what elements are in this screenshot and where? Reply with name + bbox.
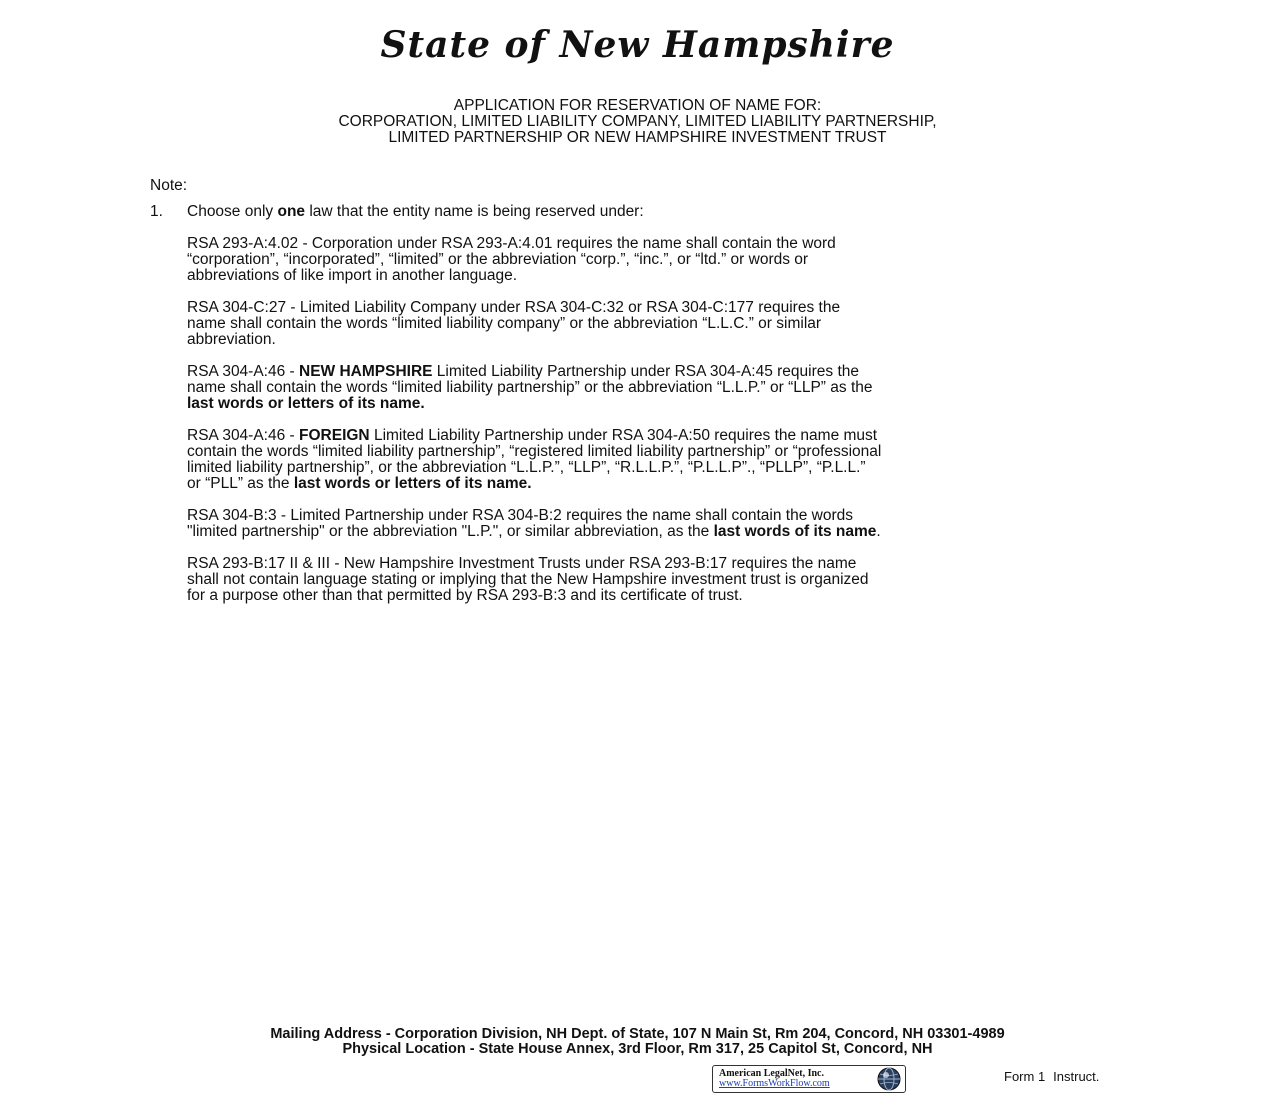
line-text: RSA 304-A:46 - [187,363,300,380]
heading-line: LIMITED PARTNERSHIP OR NEW HAMPSHIRE INVESTMENT TRUST [388,129,887,146]
item-number: 1. [150,203,163,220]
paragraph-line [187,364,873,380]
paragraph-line: limited liability partnership”, or the abbreviation “L.L.P.”, “LLP”, “R.L.L.P.”, “P.L.L.P”., “PLLP”, “P.L.L.” [187,459,866,476]
state-title: State of New Hampshire [380,24,895,66]
line-text: Limited Liability Partnership under RSA 304-A:50 requires the name must [369,427,878,444]
logo-url-link[interactable]: www.FormsWorkFlow.com [719,1078,830,1089]
line-bold-text: FOREIGN [299,427,370,444]
paragraph-line: RSA 304-B:3 - Limited Partnership under RSA 304-B:2 requires the name shall contain the words [187,507,854,524]
line-bold-text: last words of its name [713,523,877,540]
footer-address [0,1027,1275,1057]
logo-company: American LegalNet, Inc. [719,1068,824,1079]
line-text: or “PLL” as the [187,475,294,492]
form-suffix: Instruct. [1053,1069,1100,1084]
paragraph-line: name shall contain the words “limited liability company” or the abbreviation “L.L.C.” or similar [187,315,822,332]
paragraph-line: RSA 293-B:17 II & III - New Hampshire Investment Trusts under RSA 293-B:17 requires the name [187,555,857,572]
mailing-address: Mailing Address - Corporation Division, NH Dept. of State, 107 N Main St, Rm 204, Concord, NH 03301-4989 [270,1026,1005,1042]
paragraph-line: shall not contain language stating or implying that the New Hampshire investment trust is organized [187,571,869,588]
paragraph-line: for a purpose other than that permitted by RSA 293-B:3 and its certificate of trust. [187,587,743,604]
item-intro-bold: one [277,203,306,220]
line-bold-text: last words or letters of its name. [293,475,532,492]
paragraph-line [187,428,881,444]
paragraph-line [187,396,873,412]
american-legalnet-logo[interactable] [712,1065,906,1093]
line-bold-text: last words or letters of its name. [187,395,425,412]
line-text: Limited Liability Partnership under RSA 304-A:45 requires the [432,363,859,380]
rsa-investment-trust-paragraph [187,556,869,604]
paragraph-line: contain the words “limited liability partnership”, “registered limited liability partnership” or “professional [187,443,882,460]
note-label: Note: [150,177,188,194]
form-number: Form 1 [1004,1069,1046,1084]
heading-line: CORPORATION, LIMITED LIABILITY COMPANY, LIMITED LIABILITY PARTNERSHIP, [338,113,937,130]
rsa-corporation-paragraph [187,236,836,284]
paragraph-line: RSA 304-C:27 - Limited Liability Company under RSA 304-C:32 or RSA 304-C:177 requires the [187,299,841,316]
item-intro-after: law that the entity name is being reserved under: [305,203,644,220]
paragraph-line: abbreviation. [187,331,276,348]
paragraph-line: name shall contain the words “limited liability partnership” or the abbreviation “L.L.P.” or “LLP” as the [187,379,873,396]
physical-location: Physical Location - State House Annex, 3rd Floor, Rm 317, 25 Capitol St, Concord, NH [342,1041,933,1057]
paragraph-line: RSA 293-A:4.02 - Corporation under RSA 293-A:4.01 requires the name shall contain the word [187,235,836,252]
line-text: RSA 304-A:46 - [187,427,300,444]
paragraph-line: “corporation”, “incorporated”, “limited” or the abbreviation “corp.”, “inc.”, or “ltd.” or words or [187,251,809,268]
line-text: "limited partnership" or the abbreviation "L.P.", or similar abbreviation, as the [187,523,714,540]
item-intro-before: Choose only [187,203,278,220]
globe-icon [877,1067,901,1091]
paragraph-line [187,476,881,492]
rsa-nh-llp-paragraph [187,364,873,412]
rsa-lp-paragraph [187,508,881,540]
paragraph-line: abbreviations of like import in another language. [187,267,518,284]
paragraph-line [187,524,881,540]
heading-line: APPLICATION FOR RESERVATION OF NAME FOR: [453,97,822,114]
note-item-1 [150,204,644,220]
line-bold-text: NEW HAMPSHIRE [299,363,433,380]
rsa-foreign-llp-paragraph [187,428,881,492]
logo-text [719,1069,830,1089]
line-text: . [876,523,881,540]
rsa-llc-paragraph [187,300,840,348]
form-code [1004,1069,1099,1084]
application-heading [0,98,1275,146]
